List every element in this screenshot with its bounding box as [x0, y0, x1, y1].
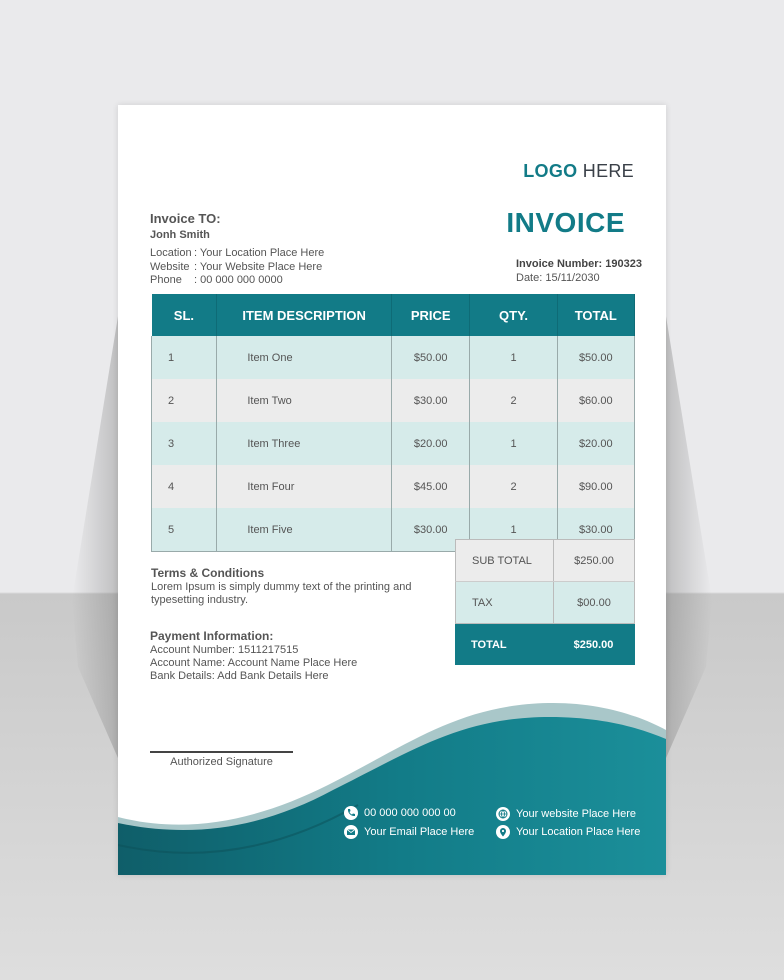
- payment-title: Payment Information:: [150, 629, 274, 643]
- payment-section: [150, 629, 420, 683]
- email-icon: [344, 825, 358, 839]
- table-row: 4 Item Four $45.00 2 $90.00: [152, 465, 635, 508]
- bank-details: Bank Details: Add Bank Details Here: [150, 670, 329, 682]
- header-total: TOTAL: [557, 294, 634, 336]
- grand-total-row: TOTAL $250.00: [455, 624, 635, 665]
- terms-title: Terms & Conditions: [151, 566, 265, 580]
- tax-row: TAX $00.00: [455, 581, 635, 624]
- items-table: [151, 294, 635, 552]
- website-line: Website : Your Website Place Here: [150, 260, 323, 273]
- signature-label: Authorized Signature: [170, 756, 273, 768]
- subtotal-row: SUB TOTAL $250.00: [455, 539, 635, 581]
- invoice-date: Date: 15/11/2030: [516, 272, 600, 284]
- footer-website: Your website Place Here: [496, 807, 636, 821]
- terms-text: Lorem Ipsum is simply dummy text of the printing and typesetting industry.: [151, 581, 412, 606]
- footer-location: Your Location Place Here: [496, 825, 640, 839]
- header-price: PRICE: [391, 294, 470, 336]
- invoice-page: [118, 105, 666, 875]
- client-name: Jonh Smith: [150, 229, 210, 241]
- totals-summary: [455, 539, 635, 665]
- footer-email: Your Email Place Here: [344, 825, 474, 839]
- footer-phone: 00 000 000 000 00: [344, 806, 456, 820]
- invoice-number: Invoice Number: 190323: [516, 258, 642, 270]
- header-qty: QTY.: [470, 294, 557, 336]
- phone-icon: [344, 806, 358, 820]
- account-name: Account Name: Account Name Place Here: [150, 657, 358, 669]
- page-title: INVOICE: [506, 207, 625, 238]
- signature-line: [150, 751, 293, 753]
- invoice-meta: [516, 257, 642, 285]
- location-line: Location : Your Location Place Here: [150, 247, 325, 259]
- bill-to-heading: Invoice TO:: [150, 211, 221, 226]
- table-header: [152, 294, 635, 336]
- table-row: 3 Item Three $20.00 1 $20.00: [152, 422, 635, 465]
- table-row: 2 Item Two $30.00 2 $60.00: [152, 379, 635, 422]
- bill-to: [150, 211, 324, 288]
- account-number: Account Number: 1511217515: [150, 644, 299, 656]
- table-row: 1 Item One $50.00 1 $50.00: [152, 336, 635, 379]
- logo: LOGO HERE: [523, 161, 634, 181]
- location-pin-icon: [496, 825, 510, 839]
- terms-section: [151, 566, 421, 607]
- table-row: 5 Item Five $30.00 1 $30.00: [152, 508, 635, 552]
- header-description: ITEM DESCRIPTION: [217, 294, 392, 336]
- header-sl: SL.: [152, 294, 217, 336]
- phone-line: Phone : 00 000 000 0000: [150, 274, 283, 286]
- globe-icon: [496, 807, 510, 821]
